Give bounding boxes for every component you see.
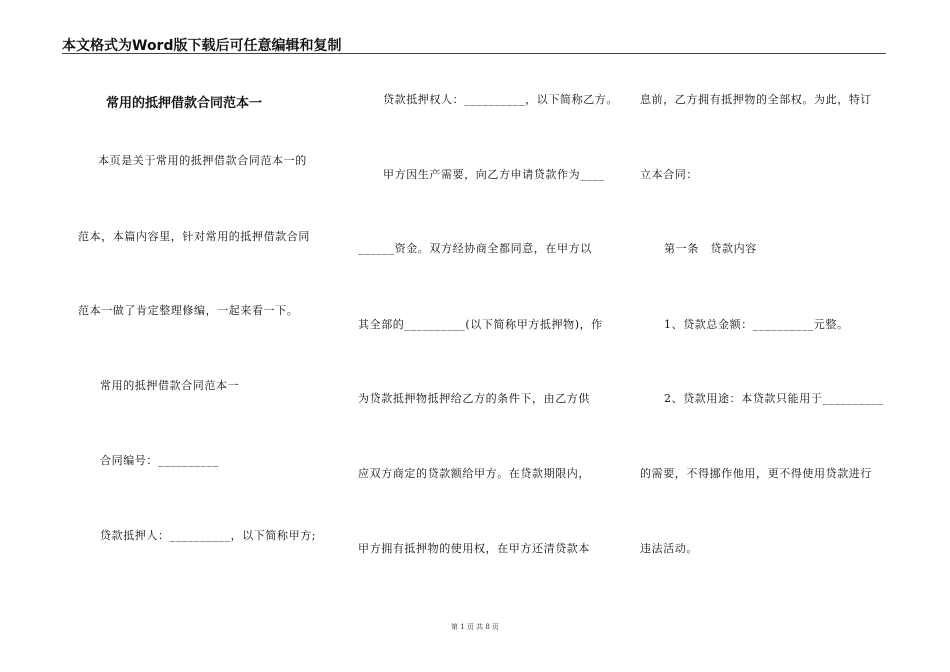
col3-line-2: 立本合同： [640,168,698,181]
col1-line-2: 范本，本篇内容里，针对常用的抵押借款合同 [78,230,310,243]
col2-line-2: 甲方因生产需要，向乙方申请贷款作为____ [383,168,605,181]
col1-line-3: 范本一做了肯定整理修编，一起来看一下。 [78,304,299,317]
col3-line-4: 1、贷款总金额：__________元整。 [664,318,849,331]
col1-line-6: 贷款抵押人：__________，以下简称甲方; [100,529,317,542]
header-divider [62,53,886,54]
col3-section-heading: 第一条 贷款内容 [664,242,757,255]
document-title: 常用的抵押借款合同范本一 [106,96,263,111]
page-header-title: 本文格式为Word版下载后可任意编辑和复制 [62,38,342,54]
col3-line-6: 的需要，不得挪作他用，更不得使用贷款进行 [640,467,872,480]
col2-line-7: 甲方拥有抵押物的使用权，在甲方还清贷款本 [358,542,590,555]
col1-line-4: 常用的抵押借款合同范本一 [100,379,240,392]
col2-line-5: 为贷款抵押物抵押给乙方的条件下，由乙方供 [358,392,590,405]
col1-line-5: 合同编号：__________ [100,454,219,467]
col2-line-3: ______资金。双方经协商全都同意，在甲方以 [358,242,592,255]
page-number-footer: 第 1 页 共 8 页 [450,623,500,631]
col2-line-4: 其全部的__________(以下简称甲方抵押物)，作 [358,318,603,331]
col2-line-6: 应双方商定的贷款额给甲方。在贷款期限内， [358,467,590,480]
col1-line-1: 本页是关于常用的抵押借款合同范本一的 [98,154,307,167]
col2-line-1: 贷款抵押权人：__________，以下简称乙方。 [383,93,618,106]
col3-line-1: 息前，乙方拥有抵押物的全部权。为此，特订 [640,93,872,106]
col3-line-5: 2、贷款用途：本贷款只能用于__________ [664,392,884,405]
col3-line-7: 违法活动。 [640,542,698,555]
